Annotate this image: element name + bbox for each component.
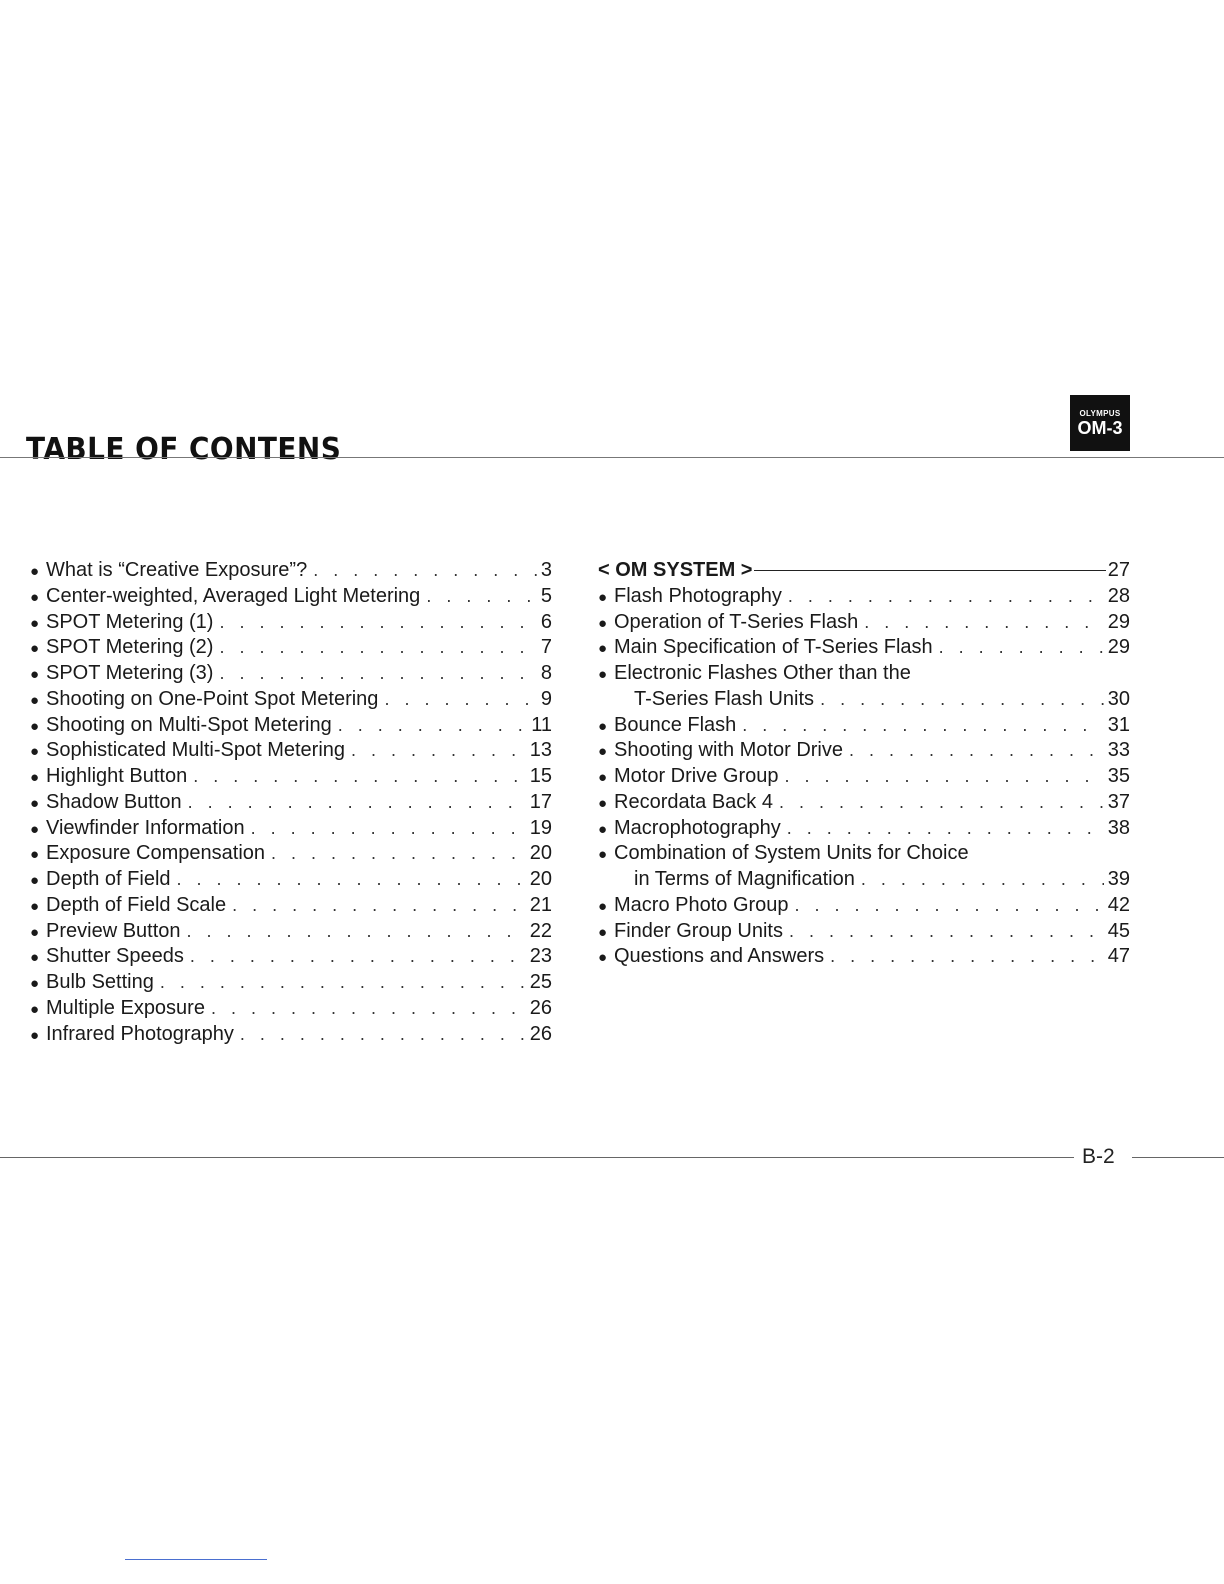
- dot-leader: [193, 764, 526, 790]
- bullet-icon: ●: [30, 923, 40, 941]
- dot-leader: [219, 610, 536, 636]
- dot-leader: [240, 1022, 526, 1048]
- dot-leader: [788, 584, 1104, 610]
- toc-entry-label: Bounce Flash: [614, 713, 737, 736]
- toc-entry-label: SPOT Metering (3): [46, 662, 214, 684]
- section-heading-rule: [754, 570, 1105, 571]
- toc-entry-label: Depth of Field: [46, 868, 171, 890]
- bullet-icon: ●: [30, 794, 40, 812]
- logo-model: OM-3: [1077, 418, 1123, 438]
- toc-entry-page: 5: [540, 584, 552, 607]
- section-heading-label: < OM SYSTEM >: [598, 559, 753, 581]
- toc-entry[interactable]: [598, 661, 1130, 687]
- toc-entry[interactable]: [30, 661, 552, 687]
- toc-entry-label: Questions and Answers: [614, 945, 825, 968]
- header-divider: [0, 457, 1224, 458]
- toc-entry-label: SPOT Metering (1): [46, 610, 214, 633]
- toc-entry[interactable]: [598, 610, 1130, 636]
- toc-entry-page: 9: [540, 687, 552, 710]
- toc-entry-page: 3: [540, 559, 552, 581]
- toc-entry-page: 23: [529, 945, 552, 968]
- toc-entry-label: Preview Button: [46, 919, 181, 942]
- toc-entry-page: 39: [1107, 868, 1130, 890]
- dot-leader: [232, 893, 526, 919]
- toc-entry[interactable]: [30, 764, 552, 790]
- bullet-icon: ●: [598, 923, 608, 941]
- dot-leader: [787, 816, 1104, 842]
- toc-entry-label: SPOT Metering (2): [46, 636, 214, 659]
- toc-entry-label: T-Series Flash Units: [634, 687, 815, 710]
- page-number: B-2: [1082, 1145, 1115, 1168]
- toc-entry-continuation[interactable]: [598, 687, 1130, 713]
- footer-divider-left: [0, 1157, 1074, 1158]
- toc-entry[interactable]: [30, 867, 552, 893]
- toc-entry[interactable]: [598, 893, 1130, 919]
- dot-leader: [187, 919, 526, 945]
- toc-entry[interactable]: [598, 919, 1130, 945]
- toc-entry[interactable]: [30, 816, 552, 842]
- dot-leader: [820, 687, 1104, 713]
- dot-leader: [271, 841, 526, 867]
- dot-leader: [779, 790, 1104, 816]
- olympus-om3-logo: [1070, 395, 1130, 451]
- bullet-icon: ●: [30, 820, 40, 838]
- toc-entry-page: 8: [540, 662, 552, 684]
- toc-entry[interactable]: [598, 635, 1130, 661]
- dot-leader: [190, 944, 526, 970]
- dot-leader: [211, 996, 526, 1022]
- toc-entry[interactable]: [30, 1022, 552, 1048]
- toc-entry-page: 22: [529, 919, 552, 942]
- toc-entry-label: Operation of T-Series Flash: [614, 610, 859, 633]
- toc-entry[interactable]: [30, 610, 552, 636]
- toc-entry[interactable]: [30, 584, 552, 610]
- dot-leader: [830, 944, 1104, 970]
- dot-leader: [188, 790, 526, 816]
- toc-entry[interactable]: [30, 790, 552, 816]
- dot-leader: [795, 893, 1104, 919]
- toc-entry[interactable]: [30, 893, 552, 919]
- bullet-icon: ●: [598, 820, 608, 838]
- toc-entry-page: 20: [529, 842, 552, 865]
- toc-entry-page: 20: [529, 868, 552, 890]
- toc-entry[interactable]: [30, 996, 552, 1022]
- toc-entry-label: Main Specification of T-Series Flash: [614, 636, 933, 659]
- section-heading-page: 27: [1107, 559, 1130, 581]
- toc-entry-page: 38: [1107, 816, 1130, 839]
- toc-entry-page: 19: [529, 816, 552, 839]
- dot-leader: [177, 867, 526, 893]
- toc-entry-label: Exposure Compensation: [46, 842, 266, 865]
- dot-leader: [160, 970, 526, 996]
- footer-divider-right: [1132, 1157, 1224, 1158]
- toc-entry-page: 37: [1107, 790, 1130, 813]
- bullet-icon: ●: [30, 975, 40, 992]
- toc-entry-label: Multiple Exposure: [46, 996, 205, 1019]
- toc-entry[interactable]: [30, 919, 552, 945]
- toc-entry-label: Infrared Photography: [46, 1022, 234, 1045]
- toc-entry-label: Electronic Flashes Other than the: [614, 662, 911, 684]
- dot-leader: [313, 558, 537, 584]
- dot-leader: [219, 635, 536, 661]
- logo-brand: OLYMPUS: [1079, 409, 1121, 418]
- bullet-icon: ●: [30, 640, 40, 658]
- toc-entry-label: Finder Group Units: [614, 919, 783, 942]
- bullet-icon: ●: [598, 897, 608, 915]
- toc-entry-page: 7: [540, 636, 552, 659]
- toc-entry-label: Bulb Setting: [46, 971, 154, 993]
- bullet-icon: ●: [30, 1026, 40, 1044]
- dot-leader: [849, 738, 1104, 764]
- toc-entry-page: 13: [529, 739, 552, 762]
- toc-entry-label: Depth of Field Scale: [46, 893, 227, 916]
- toc-entry-label: Center-weighted, Averaged Light Metering: [46, 584, 421, 607]
- toc-entry-page: 21: [529, 893, 552, 916]
- toc-entry[interactable]: [598, 790, 1130, 816]
- toc-entry-label: in Terms of Magnification: [634, 868, 855, 890]
- dot-leader: [789, 919, 1104, 945]
- toc-entry[interactable]: [598, 764, 1130, 790]
- toc-entry-label: What is “Creative Exposure”?: [46, 559, 308, 581]
- toc-entry[interactable]: [30, 558, 552, 584]
- bullet-icon: ●: [30, 563, 40, 580]
- toc-entry[interactable]: [30, 713, 552, 739]
- toc-entry-label: Shooting with Motor Drive: [614, 739, 843, 762]
- toc-entry[interactable]: [598, 713, 1130, 739]
- toc-entry-page: 11: [531, 713, 552, 736]
- toc-entry-page: 25: [529, 971, 552, 993]
- toc-section-heading-om-system[interactable]: [598, 558, 1130, 584]
- bullet-icon: ●: [598, 846, 608, 864]
- toc-entry-continuation[interactable]: [598, 867, 1130, 893]
- toc-entry[interactable]: [30, 841, 552, 867]
- bullet-icon: ●: [30, 691, 40, 709]
- toc-entry[interactable]: [30, 970, 552, 996]
- dot-leader: [864, 610, 1104, 636]
- toc-entry[interactable]: [30, 738, 552, 764]
- dot-leader: [426, 584, 537, 610]
- toc-entry-label: Sophisticated Multi-Spot Metering: [46, 739, 346, 762]
- toc-entry[interactable]: [598, 584, 1130, 610]
- dot-leader: [219, 661, 536, 687]
- bullet-icon: ●: [30, 769, 40, 786]
- bullet-icon: ●: [30, 588, 40, 606]
- toc-entry-page: 31: [1107, 713, 1130, 736]
- bullet-icon: ●: [30, 666, 40, 683]
- toc-entry-page: 45: [1107, 919, 1130, 942]
- toc-entry-label: Viewfinder Information: [46, 816, 245, 839]
- toc-entry-label: Flash Photography: [614, 584, 782, 607]
- toc-entry-label: Motor Drive Group: [614, 765, 779, 787]
- toc-entry[interactable]: [598, 816, 1130, 842]
- toc-entry-page: 42: [1107, 893, 1130, 916]
- toc-entry[interactable]: [598, 841, 1130, 867]
- bullet-icon: ●: [598, 666, 608, 683]
- toc-entry-page: 33: [1107, 739, 1130, 762]
- bullet-icon: ●: [598, 717, 608, 735]
- footnote-rule: [125, 1559, 267, 1560]
- bullet-icon: ●: [30, 717, 40, 735]
- bullet-icon: ●: [598, 640, 608, 658]
- bullet-icon: ●: [598, 949, 608, 967]
- bullet-icon: ●: [30, 743, 40, 761]
- dot-leader: [251, 816, 526, 842]
- toc-entry[interactable]: [30, 944, 552, 970]
- toc-entry-label: Shooting on Multi-Spot Metering: [46, 713, 332, 736]
- toc-entry-page: 26: [529, 1022, 552, 1045]
- bullet-icon: ●: [30, 846, 40, 864]
- toc-entry[interactable]: [598, 944, 1130, 970]
- bullet-icon: ●: [598, 588, 608, 606]
- toc-entry-page: 6: [540, 610, 552, 633]
- toc-entry[interactable]: [598, 738, 1130, 764]
- toc-entry-label: Macrophotography: [614, 816, 781, 839]
- bullet-icon: ●: [30, 897, 40, 915]
- bullet-icon: ●: [30, 949, 40, 967]
- dot-leader: [338, 713, 528, 739]
- toc-entry-label: Macro Photo Group: [614, 893, 789, 916]
- dot-leader: [861, 867, 1104, 893]
- toc-entry-label: Shutter Speeds: [46, 945, 184, 968]
- bullet-icon: ●: [30, 614, 40, 632]
- toc-entry-label: Shadow Button: [46, 790, 182, 813]
- toc-entry-label: Shooting on One-Point Spot Metering: [46, 687, 379, 710]
- dot-leader: [351, 738, 526, 764]
- toc-left-column: [30, 558, 552, 1047]
- dot-leader: [785, 764, 1104, 790]
- dot-leader: [742, 713, 1103, 739]
- toc-right-column: [598, 558, 1130, 970]
- dot-leader: [384, 687, 536, 713]
- toc-entry[interactable]: [30, 687, 552, 713]
- bullet-icon: ●: [30, 872, 40, 889]
- toc-entry[interactable]: [30, 635, 552, 661]
- bullet-icon: ●: [598, 743, 608, 761]
- bullet-icon: ●: [598, 614, 608, 632]
- bullet-icon: ●: [30, 1000, 40, 1018]
- dot-leader: [939, 635, 1104, 661]
- toc-entry-page: 15: [529, 765, 552, 787]
- toc-entry-page: 47: [1107, 945, 1130, 968]
- toc-entry-page: 26: [529, 996, 552, 1019]
- toc-entry-label: Recordata Back 4: [614, 790, 773, 813]
- bullet-icon: ●: [598, 794, 608, 812]
- toc-entry-page: 17: [529, 790, 552, 813]
- toc-entry-page: 29: [1107, 610, 1130, 633]
- toc-entry-page: 29: [1107, 636, 1130, 659]
- toc-entry-page: 30: [1107, 687, 1130, 710]
- toc-entry-label: Combination of System Units for Choice: [614, 842, 969, 865]
- bullet-icon: ●: [598, 769, 608, 786]
- toc-entry-page: 35: [1107, 765, 1130, 787]
- toc-entry-label: Highlight Button: [46, 765, 188, 787]
- page-title: TABLE OF CONTENS: [26, 432, 342, 468]
- toc-entry-page: 28: [1107, 584, 1130, 607]
